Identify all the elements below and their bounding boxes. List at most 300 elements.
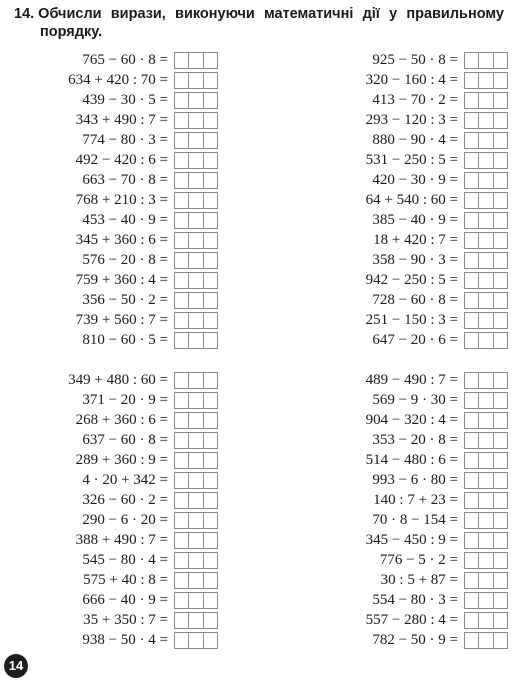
answer-box[interactable] <box>464 52 508 69</box>
answer-digit-cell[interactable] <box>494 293 507 308</box>
answer-digit-cell[interactable] <box>189 173 203 188</box>
expression-text: 728 − 60 · 8 = <box>372 292 458 308</box>
answer-box[interactable] <box>174 492 218 509</box>
answer-digit-cell[interactable] <box>465 273 479 288</box>
answer-digit-cell[interactable] <box>479 573 493 588</box>
task-title-line2: порядку. <box>40 24 103 40</box>
answer-digit-cell[interactable] <box>494 133 507 148</box>
answer-digit-cell[interactable] <box>189 113 203 128</box>
answer-digit-cell[interactable] <box>175 193 189 208</box>
answer-digit-cell[interactable] <box>175 253 189 268</box>
answer-digit-cell[interactable] <box>189 313 203 328</box>
answer-digit-cell[interactable] <box>175 393 189 408</box>
answer-digit-cell[interactable] <box>189 213 203 228</box>
answer-digit-cell[interactable] <box>175 293 189 308</box>
answer-digit-cell[interactable] <box>175 53 189 68</box>
answer-digit-cell[interactable] <box>479 533 493 548</box>
answer-digit-cell[interactable] <box>175 133 189 148</box>
answer-box[interactable] <box>464 292 508 309</box>
answer-digit-cell[interactable] <box>189 513 203 528</box>
answer-digit-cell[interactable] <box>494 553 507 568</box>
answer-box[interactable] <box>174 272 218 289</box>
answer-digit-cell[interactable] <box>189 293 203 308</box>
answer-digit-cell[interactable] <box>479 373 493 388</box>
exercise-row <box>0 90 240 110</box>
exercise-row <box>0 410 240 430</box>
answer-digit-cell[interactable] <box>494 93 507 108</box>
answer-digit-cell[interactable] <box>465 513 479 528</box>
answer-digit-cell[interactable] <box>175 413 189 428</box>
answer-digit-cell[interactable] <box>465 593 479 608</box>
answer-box[interactable] <box>464 252 508 269</box>
answer-digit-cell[interactable] <box>479 473 493 488</box>
answer-digit-cell[interactable] <box>204 313 217 328</box>
answer-digit-cell[interactable] <box>479 73 493 88</box>
answer-digit-cell[interactable] <box>204 533 217 548</box>
answer-digit-cell[interactable] <box>189 253 203 268</box>
answer-box[interactable] <box>464 392 508 409</box>
answer-digit-cell[interactable] <box>204 493 217 508</box>
answer-digit-cell[interactable] <box>465 633 479 648</box>
answer-digit-cell[interactable] <box>175 73 189 88</box>
answer-box[interactable] <box>174 612 218 629</box>
answer-digit-cell[interactable] <box>494 53 507 68</box>
exercise-row <box>0 270 240 290</box>
answer-box[interactable] <box>174 452 218 469</box>
exercise-row <box>0 430 240 450</box>
exercise-row <box>290 570 519 590</box>
answer-digit-cell[interactable] <box>465 333 479 348</box>
answer-digit-cell[interactable] <box>175 113 189 128</box>
answer-digit-cell[interactable] <box>465 533 479 548</box>
expression-text: 993 − 6 · 80 = <box>372 472 458 488</box>
answer-box[interactable] <box>464 332 508 349</box>
answer-digit-cell[interactable] <box>175 493 189 508</box>
answer-digit-cell[interactable] <box>479 133 493 148</box>
answer-box[interactable] <box>174 72 218 89</box>
expression-text: 290 − 6 · 20 = <box>82 512 168 528</box>
exercise-row <box>290 310 519 330</box>
answer-digit-cell[interactable] <box>494 313 507 328</box>
exercise-row <box>290 250 519 270</box>
expression-text: 358 − 90 · 3 = <box>372 252 458 268</box>
answer-box[interactable] <box>174 192 218 209</box>
expression-text: 666 − 40 · 9 = <box>82 592 168 608</box>
answer-digit-cell[interactable] <box>494 433 507 448</box>
answer-box[interactable] <box>174 132 218 149</box>
expression-text: 289 + 360 : 9 = <box>75 452 168 468</box>
expression-text: 768 + 210 : 3 = <box>75 192 168 208</box>
exercise-row <box>290 70 519 90</box>
answer-digit-cell[interactable] <box>175 233 189 248</box>
answer-digit-cell[interactable] <box>189 133 203 148</box>
answer-box[interactable] <box>464 212 508 229</box>
answer-box[interactable] <box>464 552 508 569</box>
exercise-row <box>290 450 519 470</box>
answer-digit-cell[interactable] <box>204 93 217 108</box>
task-header <box>14 5 504 41</box>
answer-digit-cell[interactable] <box>479 433 493 448</box>
answer-digit-cell[interactable] <box>479 493 493 508</box>
answer-box[interactable] <box>464 92 508 109</box>
answer-digit-cell[interactable] <box>479 293 493 308</box>
answer-digit-cell[interactable] <box>189 233 203 248</box>
answer-digit-cell[interactable] <box>175 333 189 348</box>
answer-digit-cell[interactable] <box>189 53 203 68</box>
exercise-row <box>0 470 240 490</box>
answer-digit-cell[interactable] <box>204 133 217 148</box>
answer-digit-cell[interactable] <box>204 253 217 268</box>
answer-digit-cell[interactable] <box>175 473 189 488</box>
answer-digit-cell[interactable] <box>175 173 189 188</box>
exercise-row <box>290 190 519 210</box>
answer-digit-cell[interactable] <box>204 413 217 428</box>
answer-digit-cell[interactable] <box>465 433 479 448</box>
answer-digit-cell[interactable] <box>479 273 493 288</box>
answer-digit-cell[interactable] <box>494 533 507 548</box>
answer-digit-cell[interactable] <box>494 373 507 388</box>
answer-digit-cell[interactable] <box>189 153 203 168</box>
answer-box[interactable] <box>174 92 218 109</box>
answer-box[interactable] <box>174 232 218 249</box>
answer-digit-cell[interactable] <box>204 573 217 588</box>
answer-digit-cell[interactable] <box>189 93 203 108</box>
answer-digit-cell[interactable] <box>189 473 203 488</box>
answer-digit-cell[interactable] <box>494 393 507 408</box>
exercise-row <box>0 450 240 470</box>
expression-text: 251 − 150 : 3 = <box>365 312 458 328</box>
answer-digit-cell[interactable] <box>465 373 479 388</box>
answer-box[interactable] <box>464 232 508 249</box>
answer-box[interactable] <box>174 552 218 569</box>
exercise-row <box>0 170 240 190</box>
answer-digit-cell[interactable] <box>175 573 189 588</box>
expression-text: 647 − 20 · 6 = <box>372 332 458 348</box>
answer-digit-cell[interactable] <box>175 153 189 168</box>
answer-digit-cell[interactable] <box>204 293 217 308</box>
answer-digit-cell[interactable] <box>175 313 189 328</box>
answer-digit-cell[interactable] <box>204 453 217 468</box>
answer-digit-cell[interactable] <box>204 173 217 188</box>
answer-digit-cell[interactable] <box>465 553 479 568</box>
answer-digit-cell[interactable] <box>465 613 479 628</box>
answer-digit-cell[interactable] <box>204 553 217 568</box>
answer-box[interactable] <box>464 312 508 329</box>
exercise-row <box>0 590 240 610</box>
answer-box[interactable] <box>464 372 508 389</box>
answer-digit-cell[interactable] <box>175 433 189 448</box>
exercise-row <box>290 610 519 630</box>
answer-digit-cell[interactable] <box>204 513 217 528</box>
answer-digit-cell[interactable] <box>175 553 189 568</box>
answer-digit-cell[interactable] <box>189 573 203 588</box>
answer-digit-cell[interactable] <box>479 413 493 428</box>
answer-digit-cell[interactable] <box>204 333 217 348</box>
answer-digit-cell[interactable] <box>494 193 507 208</box>
answer-digit-cell[interactable] <box>465 293 479 308</box>
answer-digit-cell[interactable] <box>465 93 479 108</box>
expression-text: 413 − 70 · 2 = <box>372 92 458 108</box>
answer-box[interactable] <box>174 152 218 169</box>
answer-digit-cell[interactable] <box>189 493 203 508</box>
answer-box[interactable] <box>174 472 218 489</box>
expression-text: 64 + 540 : 60 = <box>365 192 458 208</box>
answer-box[interactable] <box>464 612 508 629</box>
answer-digit-cell[interactable] <box>465 393 479 408</box>
answer-digit-cell[interactable] <box>494 473 507 488</box>
answer-box[interactable] <box>464 192 508 209</box>
answer-digit-cell[interactable] <box>189 613 203 628</box>
answer-digit-cell[interactable] <box>494 613 507 628</box>
expression-text: 782 − 50 · 9 = <box>372 632 458 648</box>
answer-box[interactable] <box>174 572 218 589</box>
answer-digit-cell[interactable] <box>465 413 479 428</box>
exercise-row <box>0 70 240 90</box>
answer-box[interactable] <box>174 412 218 429</box>
expression-text: 35 + 350 : 7 = <box>83 612 168 628</box>
answer-digit-cell[interactable] <box>465 493 479 508</box>
answer-box[interactable] <box>174 512 218 529</box>
answer-digit-cell[interactable] <box>465 473 479 488</box>
answer-box[interactable] <box>174 212 218 229</box>
answer-box[interactable] <box>464 152 508 169</box>
answer-digit-cell[interactable] <box>189 273 203 288</box>
answer-digit-cell[interactable] <box>465 573 479 588</box>
answer-digit-cell[interactable] <box>204 613 217 628</box>
exercise-row <box>0 570 240 590</box>
answer-digit-cell[interactable] <box>479 453 493 468</box>
answer-box[interactable] <box>174 252 218 269</box>
exercise-row <box>290 530 519 550</box>
answer-box[interactable] <box>464 172 508 189</box>
expression-text: 575 + 40 : 8 = <box>83 572 168 588</box>
expression-text: 759 + 360 : 4 = <box>75 272 168 288</box>
exercise-row <box>290 390 519 410</box>
answer-digit-cell[interactable] <box>479 53 493 68</box>
answer-digit-cell[interactable] <box>494 593 507 608</box>
expression-text: 557 − 280 : 4 = <box>365 612 458 628</box>
answer-digit-cell[interactable] <box>494 213 507 228</box>
exercise-row <box>290 470 519 490</box>
answer-digit-cell[interactable] <box>204 593 217 608</box>
answer-box[interactable] <box>174 112 218 129</box>
answer-box[interactable] <box>464 432 508 449</box>
answer-digit-cell[interactable] <box>204 233 217 248</box>
answer-digit-cell[interactable] <box>189 393 203 408</box>
expression-text: 637 − 60 · 8 = <box>82 432 168 448</box>
exercise-row <box>0 210 240 230</box>
expression-text: 345 + 360 : 6 = <box>75 232 168 248</box>
exercise-row <box>0 510 240 530</box>
answer-digit-cell[interactable] <box>494 73 507 88</box>
answer-digit-cell[interactable] <box>465 233 479 248</box>
answer-digit-cell[interactable] <box>204 633 217 648</box>
answer-digit-cell[interactable] <box>465 73 479 88</box>
answer-box[interactable] <box>464 632 508 649</box>
task-number: 14. <box>14 6 35 22</box>
answer-digit-cell[interactable] <box>189 373 203 388</box>
exercise-row <box>0 330 240 350</box>
answer-digit-cell[interactable] <box>465 253 479 268</box>
expression-text: 268 + 360 : 6 = <box>75 412 168 428</box>
answer-box[interactable] <box>174 292 218 309</box>
exercise-row <box>0 370 240 390</box>
answer-digit-cell[interactable] <box>479 193 493 208</box>
answer-digit-cell[interactable] <box>189 593 203 608</box>
answer-digit-cell[interactable] <box>204 113 217 128</box>
expression-text: 326 − 60 · 2 = <box>82 492 168 508</box>
answer-digit-cell[interactable] <box>494 153 507 168</box>
answer-digit-cell[interactable] <box>494 113 507 128</box>
exercise-row <box>0 490 240 510</box>
answer-digit-cell[interactable] <box>494 333 507 348</box>
exercise-row <box>0 550 240 570</box>
answer-box[interactable] <box>464 272 508 289</box>
answer-digit-cell[interactable] <box>204 473 217 488</box>
answer-digit-cell[interactable] <box>479 213 493 228</box>
answer-digit-cell[interactable] <box>479 313 493 328</box>
answer-digit-cell[interactable] <box>494 173 507 188</box>
answer-digit-cell[interactable] <box>465 453 479 468</box>
answer-digit-cell[interactable] <box>479 113 493 128</box>
answer-digit-cell[interactable] <box>175 453 189 468</box>
answer-digit-cell[interactable] <box>204 433 217 448</box>
expression-text: 439 − 30 · 5 = <box>82 92 168 108</box>
answer-box[interactable] <box>464 472 508 489</box>
answer-digit-cell[interactable] <box>175 593 189 608</box>
answer-digit-cell[interactable] <box>494 233 507 248</box>
exercise-row <box>0 230 240 250</box>
exercise-row <box>290 290 519 310</box>
answer-box[interactable] <box>464 572 508 589</box>
answer-digit-cell[interactable] <box>494 633 507 648</box>
answer-digit-cell[interactable] <box>189 193 203 208</box>
answer-digit-cell[interactable] <box>479 253 493 268</box>
expression-text: 30 : 5 + 87 = <box>380 572 458 588</box>
answer-digit-cell[interactable] <box>204 213 217 228</box>
expression-text: 4 · 20 + 342 = <box>82 472 168 488</box>
answer-digit-cell[interactable] <box>175 373 189 388</box>
expression-text: 343 + 490 : 7 = <box>75 112 168 128</box>
answer-digit-cell[interactable] <box>479 233 493 248</box>
answer-box[interactable] <box>174 312 218 329</box>
answer-box[interactable] <box>464 512 508 529</box>
answer-box[interactable] <box>174 592 218 609</box>
answer-digit-cell[interactable] <box>204 273 217 288</box>
answer-digit-cell[interactable] <box>494 493 507 508</box>
expression-text: 345 − 450 : 9 = <box>365 532 458 548</box>
answer-digit-cell[interactable] <box>204 373 217 388</box>
answer-digit-cell[interactable] <box>479 153 493 168</box>
answer-digit-cell[interactable] <box>175 93 189 108</box>
answer-digit-cell[interactable] <box>494 273 507 288</box>
answer-digit-cell[interactable] <box>189 333 203 348</box>
answer-box[interactable] <box>174 632 218 649</box>
answer-digit-cell[interactable] <box>204 193 217 208</box>
answer-digit-cell[interactable] <box>204 73 217 88</box>
answer-digit-cell[interactable] <box>465 153 479 168</box>
expression-text: 810 − 60 · 5 = <box>82 332 168 348</box>
answer-box[interactable] <box>174 52 218 69</box>
answer-digit-cell[interactable] <box>479 593 493 608</box>
answer-digit-cell[interactable] <box>189 73 203 88</box>
answer-digit-cell[interactable] <box>479 613 493 628</box>
exercise-row <box>290 330 519 350</box>
answer-digit-cell[interactable] <box>175 213 189 228</box>
answer-box[interactable] <box>464 132 508 149</box>
answer-box[interactable] <box>174 392 218 409</box>
answer-digit-cell[interactable] <box>465 193 479 208</box>
answer-box[interactable] <box>464 532 508 549</box>
exercise-row <box>290 510 519 530</box>
answer-box[interactable] <box>464 412 508 429</box>
answer-box[interactable] <box>464 592 508 609</box>
answer-digit-cell[interactable] <box>479 333 493 348</box>
answer-digit-cell[interactable] <box>204 53 217 68</box>
answer-digit-cell[interactable] <box>465 113 479 128</box>
answer-digit-cell[interactable] <box>494 513 507 528</box>
expression-text: 293 − 120 : 3 = <box>365 112 458 128</box>
answer-box[interactable] <box>174 332 218 349</box>
answer-digit-cell[interactable] <box>465 213 479 228</box>
answer-box[interactable] <box>464 72 508 89</box>
answer-digit-cell[interactable] <box>465 53 479 68</box>
answer-digit-cell[interactable] <box>494 573 507 588</box>
answer-box[interactable] <box>464 492 508 509</box>
exercise-row <box>0 530 240 550</box>
exercise-row <box>290 550 519 570</box>
answer-digit-cell[interactable] <box>189 633 203 648</box>
expression-text: 739 + 560 : 7 = <box>75 312 168 328</box>
answer-digit-cell[interactable] <box>479 393 493 408</box>
answer-box[interactable] <box>174 432 218 449</box>
expression-text: 492 − 420 : 6 = <box>75 152 168 168</box>
answer-box[interactable] <box>174 372 218 389</box>
answer-digit-cell[interactable] <box>479 553 493 568</box>
answer-digit-cell[interactable] <box>175 613 189 628</box>
answer-box[interactable] <box>464 112 508 129</box>
answer-digit-cell[interactable] <box>189 533 203 548</box>
answer-digit-cell[interactable] <box>494 413 507 428</box>
answer-digit-cell[interactable] <box>494 253 507 268</box>
answer-box[interactable] <box>464 452 508 469</box>
answer-digit-cell[interactable] <box>479 93 493 108</box>
answer-digit-cell[interactable] <box>204 153 217 168</box>
expression-text: 371 − 20 · 9 = <box>82 392 168 408</box>
answer-box[interactable] <box>174 172 218 189</box>
answer-digit-cell[interactable] <box>204 393 217 408</box>
expression-text: 938 − 50 · 4 = <box>82 632 168 648</box>
answer-digit-cell[interactable] <box>175 273 189 288</box>
answer-digit-cell[interactable] <box>465 313 479 328</box>
answer-digit-cell[interactable] <box>479 173 493 188</box>
answer-digit-cell[interactable] <box>175 633 189 648</box>
exercise-row <box>290 410 519 430</box>
answer-digit-cell[interactable] <box>175 533 189 548</box>
answer-digit-cell[interactable] <box>189 453 203 468</box>
answer-box[interactable] <box>174 532 218 549</box>
answer-digit-cell[interactable] <box>465 133 479 148</box>
answer-digit-cell[interactable] <box>479 633 493 648</box>
answer-digit-cell[interactable] <box>465 173 479 188</box>
answer-digit-cell[interactable] <box>175 513 189 528</box>
answer-digit-cell[interactable] <box>479 513 493 528</box>
answer-digit-cell[interactable] <box>189 413 203 428</box>
answer-digit-cell[interactable] <box>494 453 507 468</box>
expression-text: 663 − 70 · 8 = <box>82 172 168 188</box>
answer-digit-cell[interactable] <box>189 433 203 448</box>
answer-digit-cell[interactable] <box>189 553 203 568</box>
